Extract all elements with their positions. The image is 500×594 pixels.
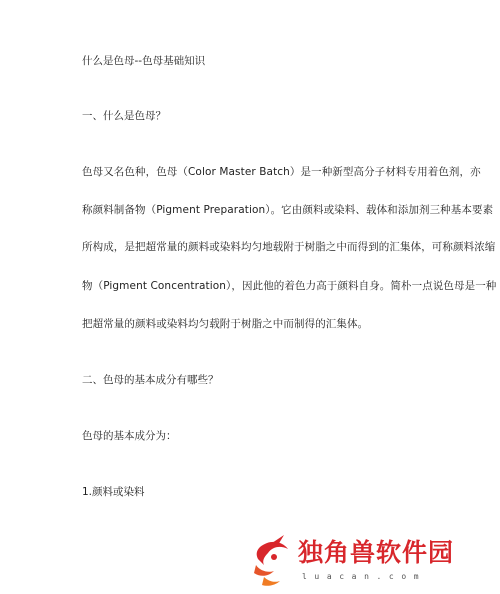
components-intro: 色母的基本成分为： <box>82 430 177 442</box>
paragraph-line: 称颜料制备物（Pigment Preparation）。它由颜料或染料、载体和添加剂三种基本要素 <box>82 204 494 216</box>
components-item-1: 1.颜料或染料 <box>82 486 145 498</box>
paragraph-line: 把超常量的颜料或染料均匀载附于树脂之中而制得的汇集体。 <box>82 318 369 330</box>
paragraph-line: 物（Pigment Concentration），因此他的着色力高于颜料自身。简朴一点说色母是一种 <box>82 280 497 292</box>
section-heading-what-is: 一、什么是色母？ <box>82 110 166 122</box>
site-watermark <box>250 535 500 594</box>
unicorn-logo-icon <box>250 535 294 591</box>
paragraph-line: 所构成，是把超常量的颜料或染料均匀地载附于树脂之中而得到的汇集体，可称颜料浓缩 <box>82 241 496 253</box>
section-heading-components: 二、色母的基本成分有哪些？ <box>82 374 219 386</box>
paragraph-line: 色母又名色种，色母（Color Master Batch）是一种新型高分子材料专用着色剂，亦 <box>82 166 481 178</box>
watermark-title: 独角兽软件园 <box>298 538 455 567</box>
watermark-url: luacan.com <box>302 572 427 581</box>
document-title: 什么是色母--色母基础知识 <box>82 55 206 67</box>
